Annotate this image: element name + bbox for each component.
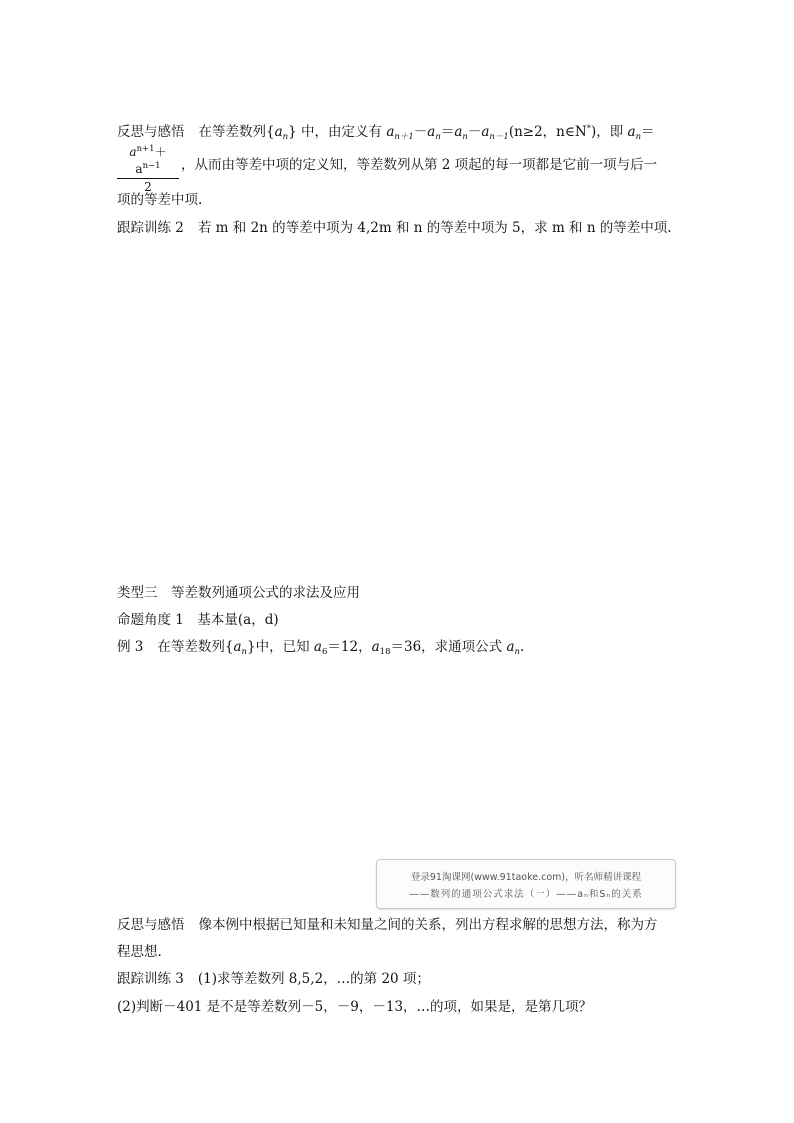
var-a: a [313,639,322,655]
course-link-banner[interactable] [376,859,676,909]
fraction-denominator: 2 [144,180,152,194]
exercise-2-label: 跟踪训练 2 [117,220,184,236]
reflection-2-label: 反思与感悟 [117,917,185,933]
var-a: a [233,639,242,655]
period: . [520,639,525,655]
sub-n-minus-1: n－1 [489,132,509,142]
sup-star: * [586,124,591,134]
sub-n: n [462,132,468,142]
sub-n: n [241,647,248,657]
var-a: a [129,145,137,159]
exercise-3-part-2: (2)判断－401 是不是等差数列－5，－9，－13，…的项，如果是，是第几项？ [117,999,593,1015]
banner-line-2: ——数列的通项公式求法（一）——aₙ和Sₙ的关系 [409,889,643,900]
var-a: a [274,124,283,140]
op-eq: ＝ [641,124,655,140]
var-a: a [506,639,515,655]
example-3-text: ＝12， [327,639,372,655]
exercise-2-text: 若 m 和 2n 的等差中项为 4,2m 和 n 的等差中项为 5，求 m 和 n 的等差中项. [197,220,672,236]
op-minus: － [467,124,482,140]
reflection-text: 在等差数列{ [198,124,275,140]
var-a: a [371,639,380,655]
sub-n-plus-1: n＋1 [394,132,414,142]
sub-n: n [435,132,441,142]
reflection-text: } 中，由定义有 [288,124,387,140]
sup-n-plus-1: n+1 [136,144,155,154]
reflection-line-1 [117,120,655,146]
fraction [117,142,179,195]
condition-text: (n≥2，n∈N [508,124,587,140]
var-a: a [481,124,490,140]
sup-n-minus-1: n−1 [142,161,161,171]
reflection-2-line-2: 程思想. [117,944,162,960]
exercise-2 [117,219,672,237]
op-minus: － [413,124,428,140]
reflection-line-3: 项的等差中项. [117,192,203,208]
sub-6: 6 [321,647,328,657]
example-3-label: 例 3 [117,639,144,655]
sub-n: n [514,647,521,657]
var-a: a [627,124,636,140]
exercise-3-part-1: (1)求等差数列 8,5,2，…的第 20 项； [197,971,430,987]
example-3-text: 在等差数列{ [157,639,234,655]
banner-line-1: 登录91淘课网(www.91taoke.com)，听名师精讲课程 [410,872,642,883]
reflection-label: 反思与感悟 [117,124,185,140]
exercise-3-label: 跟踪训练 3 [117,971,184,987]
example-3-text: ＝36，求通项公式 [390,639,507,655]
sub-n: n [635,132,642,142]
section-3-title: 类型三 等差数列通项公式的求法及应用 [117,585,360,601]
reflection-2-line-1 [117,916,658,934]
var-a: a [427,124,436,140]
sub-n: n [282,132,289,142]
angle-1-title: 命题角度 1 基本量(a，d) [117,612,279,628]
fraction-numerator [117,142,179,179]
sub-18: 18 [379,647,391,657]
plus-a: ＋a [135,145,167,176]
example-3 [117,638,524,661]
var-a: a [454,124,463,140]
exercise-3-line-1 [117,970,430,988]
reflection-2-text: 像本例中根据已知量和未知量之间的关系，列出方程求解的思想方法，称为方 [198,917,658,933]
example-3-text: }中，已知 [247,639,314,655]
reflection-text: )，即 [590,124,628,140]
var-a: a [386,124,395,140]
reflection-line-2: ，从而由等差中项的定义知，等差数列从第 2 项起的每一项都是它前一项与后一 [181,157,658,173]
op-eq: ＝ [440,124,455,140]
